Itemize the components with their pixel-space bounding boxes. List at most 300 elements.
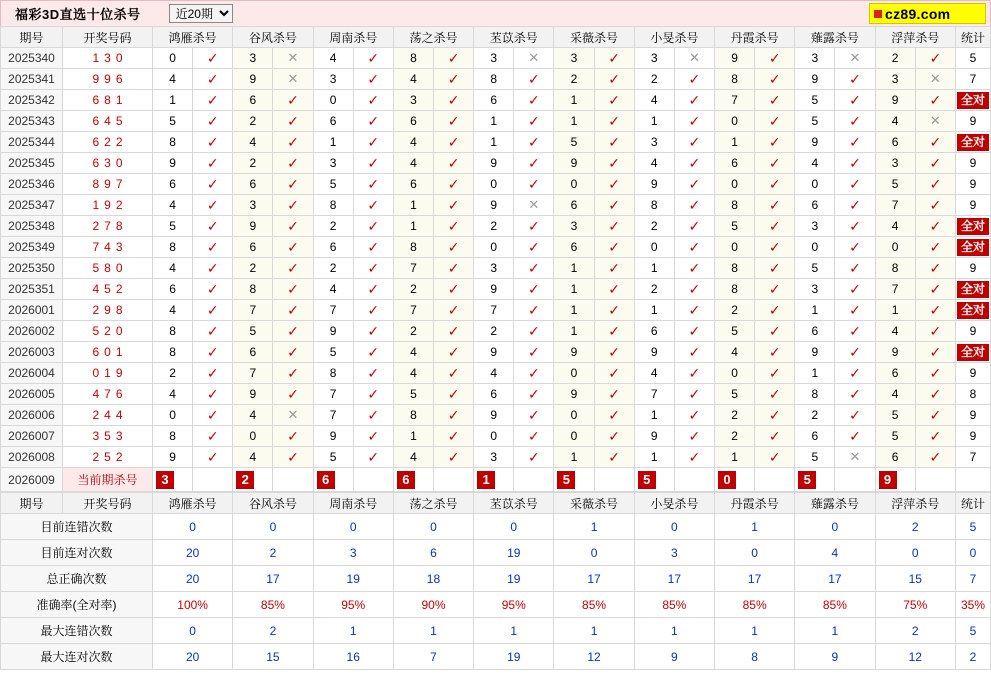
cell-kill-number: 0 [554,174,594,195]
table-row [1,447,991,468]
cell-kill-number: 1 [714,132,754,153]
check-icon: ✓ [929,406,942,423]
cell-period: 2025348 [1,216,63,237]
stats-value: 100% [153,592,233,618]
cell-kill-number: 3 [233,48,273,69]
cell-kill-number: 3 [313,69,353,90]
check-icon: ✓ [287,448,299,465]
cell-kill-number: 3 [474,447,514,468]
cell-kill-number: 7 [233,363,273,384]
stats-column-header: 期号 [1,493,63,514]
cell-draw-number: 743 [63,237,153,258]
cell-period: 2026006 [1,405,63,426]
check-icon: ✓ [929,343,942,360]
check-icon: ✓ [367,259,380,276]
stats-value: 0 [313,514,393,540]
stats-row-label: 最大连对次数 [1,644,153,670]
check-icon: ✓ [608,322,620,339]
check-icon: ✓ [929,217,942,234]
cell-kill-number: 2 [554,69,594,90]
cell-kill-number: 4 [875,384,915,405]
check-icon: ✓ [287,280,299,297]
check-icon: ✓ [608,259,620,276]
cell-result-mark [433,300,473,321]
check-icon: ✓ [527,301,540,318]
cell-kill-number: 3 [875,69,915,90]
cell-kill-number: 4 [393,447,433,468]
cell-result-mark [594,132,634,153]
cell-result-mark [915,237,955,258]
cell-kill-number: 2 [714,300,754,321]
cell-kill-number: 1 [795,300,835,321]
cell-kill-number: 6 [634,321,674,342]
cell-result-mark [353,300,393,321]
stats-value: 90% [393,592,473,618]
table-row [1,237,991,258]
cell-total: 9 [956,258,991,279]
cell-kill-number: 9 [634,426,674,447]
stats-value: 0 [393,514,473,540]
cell-result-mark [273,405,313,426]
check-icon: ✓ [287,175,299,192]
cell-kill-number: 6 [153,174,193,195]
table-row [1,258,991,279]
cell-kill-number: 8 [153,426,193,447]
cell-result-mark [273,111,313,132]
cell-kill-number: 7 [393,258,433,279]
cell-result-mark [835,111,875,132]
cell-result-mark [835,279,875,300]
stats-value: 9 [634,644,714,670]
check-icon: ✓ [929,385,942,402]
cell-kill-number: 4 [233,405,273,426]
check-icon: ✓ [367,406,380,423]
cell-total: 9 [956,153,991,174]
cell-kill-number: 7 [393,300,433,321]
cell-kill-number: 8 [313,363,353,384]
check-icon: ✓ [206,427,219,444]
cell-kill-number: 4 [393,363,433,384]
cell-total [956,342,991,363]
cell-result-mark [433,174,473,195]
cell-kill-number: 7 [233,300,273,321]
table-row [1,384,991,405]
stats-column-header: 小旻杀号 [634,493,714,514]
check-icon: ✓ [287,385,299,402]
cell-kill-number: 4 [393,342,433,363]
check-icon: ✓ [287,91,299,108]
column-header-k7: 丹霞杀号 [714,27,794,48]
column-header-k1: 谷风杀号 [233,27,313,48]
cell-kill-number: 2 [875,48,915,69]
cell-current-blank [755,468,795,492]
cell-result-mark [273,174,313,195]
cell-kill-number: 6 [393,111,433,132]
check-icon: ✓ [608,175,620,192]
cell-kill-number: 3 [474,48,514,69]
column-header-period: 期号 [1,27,63,48]
stats-value: 0 [634,514,714,540]
cell-draw-number: 580 [63,258,153,279]
cell-kill-number: 1 [554,321,594,342]
stats-value: 1 [714,618,794,644]
cell-result-mark [514,153,554,174]
cell-result-mark [353,321,393,342]
cell-kill-number: 8 [153,321,193,342]
stats-row [1,540,991,566]
stats-row [1,566,991,592]
cell-result-mark [594,237,634,258]
cell-result-mark [193,363,233,384]
check-icon: ✓ [929,238,942,255]
cell-result-mark [835,195,875,216]
check-icon: ✓ [206,364,219,381]
cell-result-mark [433,132,473,153]
cell-result-mark [433,321,473,342]
stats-column-header: 周南杀号 [313,493,393,514]
cell-kill-number: 9 [233,384,273,405]
check-icon: ✓ [447,91,460,108]
cell-result-mark [353,216,393,237]
stats-row-label: 目前连对次数 [1,540,153,566]
cell-kill-number: 3 [634,132,674,153]
cell-kill-number: 7 [313,384,353,405]
cell-period: 2025340 [1,48,63,69]
table-row [1,363,991,384]
check-icon: ✓ [688,343,701,360]
cell-result-mark [835,237,875,258]
check-icon: ✓ [768,112,781,129]
cell-kill-number: 2 [795,405,835,426]
stats-value: 85% [554,592,634,618]
cell-result-mark [433,195,473,216]
cell-kill-number: 8 [393,405,433,426]
check-icon: ✓ [206,406,219,423]
cell-result-mark [915,405,955,426]
cell-total: 9 [956,426,991,447]
cell-result-mark [755,447,795,468]
cell-result-mark [915,69,955,90]
stats-value: 1 [714,514,794,540]
cell-result-mark [594,447,634,468]
table-row [1,342,991,363]
cell-kill-number: 6 [795,321,835,342]
cell-kill-number: 3 [795,216,835,237]
cell-kill-number: 1 [634,258,674,279]
stats-column-header: 统计 [956,493,991,514]
cell-kill-number: 6 [554,195,594,216]
current-period-label: 当前期杀号 [63,468,153,492]
stats-value: 1 [313,618,393,644]
cell-kill-number: 1 [634,300,674,321]
cell-kill-number: 5 [875,174,915,195]
cell-result-mark [193,279,233,300]
check-icon: ✓ [608,301,620,318]
check-icon: ✓ [768,343,781,360]
check-icon: ✓ [849,406,861,423]
check-icon: ✓ [768,427,781,444]
cell-result-mark [835,216,875,237]
check-icon: ✓ [527,70,540,87]
cell-kill-number: 6 [875,447,915,468]
cell-result-mark [835,48,875,69]
cell-result-mark [273,342,313,363]
cell-result-mark [273,216,313,237]
check-icon: ✓ [608,238,620,255]
check-icon: ✓ [527,112,540,129]
cell-result-mark [433,405,473,426]
cell-period: 2025349 [1,237,63,258]
cell-kill-number: 4 [233,447,273,468]
check-icon: ✓ [206,301,219,318]
cell-result-mark [433,90,473,111]
stats-value: 19 [474,644,554,670]
check-icon: ✓ [447,322,460,339]
cell-kill-number: 5 [875,426,915,447]
cell-current-blank [514,468,554,492]
cell-result-mark [594,384,634,405]
page-title: 福彩3D直选十位杀号 [15,7,141,22]
cell-result-mark [755,237,795,258]
cell-result-mark [755,321,795,342]
cell-total [956,300,991,321]
cell-result-mark [273,195,313,216]
cell-kill-number: 0 [875,237,915,258]
stats-value: 3 [313,540,393,566]
check-icon: ✓ [688,280,701,297]
column-header-k0: 鸿雁杀号 [153,27,233,48]
cell-period: 2025341 [1,69,63,90]
stats-value: 0 [714,540,794,566]
cell-kill-number: 1 [634,111,674,132]
check-icon: ✓ [527,322,540,339]
cell-kill-number: 1 [393,195,433,216]
cross-icon: ✕ [849,50,861,65]
cell-period: 2025351 [1,279,63,300]
column-header-k4: 苤苡杀号 [474,27,554,48]
cell-kill-number: 5 [313,174,353,195]
cell-result-mark [193,405,233,426]
cell-result-mark [353,384,393,405]
check-icon: ✓ [447,175,460,192]
cell-result-mark [915,321,955,342]
check-icon: ✓ [527,385,540,402]
cell-draw-number: 298 [63,300,153,321]
page-header [0,0,991,26]
cell-current-total [956,468,991,492]
cell-result-mark [514,132,554,153]
cell-kill-number: 1 [554,447,594,468]
check-icon: ✓ [527,175,540,192]
cell-kill-number: 4 [634,90,674,111]
cell-kill-number: 3 [554,48,594,69]
cell-draw-number: 897 [63,174,153,195]
cell-kill-number: 2 [393,279,433,300]
cell-result-mark [193,237,233,258]
cross-icon: ✕ [929,113,941,128]
check-icon: ✓ [527,238,540,255]
check-icon: ✓ [768,49,781,66]
check-icon: ✓ [768,406,781,423]
cell-kill-number: 2 [233,153,273,174]
current-kill-number-badge: 5 [557,471,575,489]
cell-kill-number: 9 [313,426,353,447]
cell-kill-number: 5 [313,447,353,468]
cell-kill-number: 9 [153,153,193,174]
check-icon: ✓ [608,385,620,402]
stats-value: 1 [474,618,554,644]
check-icon: ✓ [447,301,460,318]
cell-current-blank [433,468,473,492]
cell-kill-number: 8 [393,48,433,69]
cell-result-mark [674,195,714,216]
cell-result-mark [594,300,634,321]
cell-draw-number: 130 [63,48,153,69]
cell-result-mark [193,153,233,174]
check-icon: ✓ [849,301,861,318]
cell-kill-number: 8 [714,195,754,216]
check-icon: ✓ [287,133,299,150]
cross-icon: ✕ [287,71,299,86]
cell-result-mark [835,300,875,321]
cell-kill-number: 1 [554,279,594,300]
cell-kill-number: 6 [393,174,433,195]
cell-result-mark [514,405,554,426]
check-icon: ✓ [608,70,620,87]
check-icon: ✓ [849,343,861,360]
stats-row-label: 准确率(全对率) [1,592,153,618]
cell-result-mark [433,363,473,384]
cell-kill-number: 9 [233,69,273,90]
stats-row [1,592,991,618]
cell-result-mark [755,174,795,195]
cell-kill-number: 4 [153,69,193,90]
current-kill-number-badge: 1 [477,471,495,489]
cell-draw-number: 476 [63,384,153,405]
cell-result-mark [674,216,714,237]
check-icon: ✓ [608,133,620,150]
check-icon: ✓ [367,280,380,297]
check-icon: ✓ [367,133,380,150]
table-row [1,174,991,195]
cell-draw-number: 520 [63,321,153,342]
check-icon: ✓ [929,154,942,171]
cell-kill-number: 6 [233,237,273,258]
cell-current-blank [193,468,233,492]
stats-column-header: 开奖号码 [63,493,153,514]
check-icon: ✓ [768,91,781,108]
stats-row-label: 最大连错次数 [1,618,153,644]
cell-result-mark [273,237,313,258]
cell-kill-number: 9 [795,69,835,90]
cell-draw-number: 278 [63,216,153,237]
cell-kill-number: 6 [153,279,193,300]
check-icon: ✓ [608,406,620,423]
cell-result-mark [674,300,714,321]
stats-value: 2 [233,540,313,566]
check-icon: ✓ [206,322,219,339]
cell-result-mark [433,153,473,174]
stats-value: 95% [474,592,554,618]
cell-kill-number: 0 [795,174,835,195]
check-icon: ✓ [287,322,299,339]
stats-value: 15 [233,644,313,670]
check-icon: ✓ [447,49,460,66]
check-icon: ✓ [447,70,460,87]
cross-icon: ✕ [929,71,941,86]
check-icon: ✓ [768,364,781,381]
cell-result-mark [594,174,634,195]
cell-kill-number: 5 [233,321,273,342]
check-icon: ✓ [849,238,861,255]
cell-result-mark [835,405,875,426]
cell-kill-number: 5 [714,384,754,405]
stats-value: 19 [474,566,554,592]
cell-kill-number: 5 [313,342,353,363]
cell-result-mark [915,384,955,405]
stats-value: 12 [875,644,955,670]
cell-result-mark [514,321,554,342]
stats-row [1,514,991,540]
cell-result-mark [674,90,714,111]
check-icon: ✓ [287,301,299,318]
cell-result-mark [594,321,634,342]
check-icon: ✓ [849,196,861,213]
cross-icon: ✕ [287,407,299,422]
cell-result-mark [273,300,313,321]
check-icon: ✓ [447,343,460,360]
cell-result-mark [514,300,554,321]
cell-total [956,237,991,258]
cell-kill-number: 7 [714,90,754,111]
check-icon: ✓ [929,175,942,192]
cell-result-mark [193,132,233,153]
check-icon: ✓ [367,196,380,213]
cell-total: 5 [956,48,991,69]
cell-kill-number: 1 [634,447,674,468]
cell-kill-number: 5 [153,111,193,132]
cell-result-mark [273,258,313,279]
check-icon: ✓ [849,259,861,276]
all-correct-badge: 全对 [957,92,989,109]
cell-kill-number: 9 [554,384,594,405]
check-icon: ✓ [929,259,942,276]
stats-value: 17 [714,566,794,592]
cell-draw-number: 452 [63,279,153,300]
cell-kill-number: 3 [313,153,353,174]
period-range-select[interactable] [169,4,233,23]
stats-column-header: 鸿雁杀号 [153,493,233,514]
cell-result-mark [594,48,634,69]
cell-kill-number: 1 [393,426,433,447]
check-icon: ✓ [447,196,460,213]
cell-kill-number: 6 [233,90,273,111]
check-icon: ✓ [688,175,701,192]
cell-result-mark [273,426,313,447]
cell-result-mark [594,363,634,384]
cell-result-mark [674,111,714,132]
cell-kill-number: 6 [875,363,915,384]
cell-result-mark [353,90,393,111]
cell-result-mark [193,195,233,216]
cell-result-mark [594,405,634,426]
cell-draw-number: 019 [63,363,153,384]
cell-result-mark [915,279,955,300]
cell-result-mark [835,90,875,111]
check-icon: ✓ [527,448,540,465]
cell-kill-number: 5 [795,447,835,468]
cell-kill-number: 9 [795,132,835,153]
